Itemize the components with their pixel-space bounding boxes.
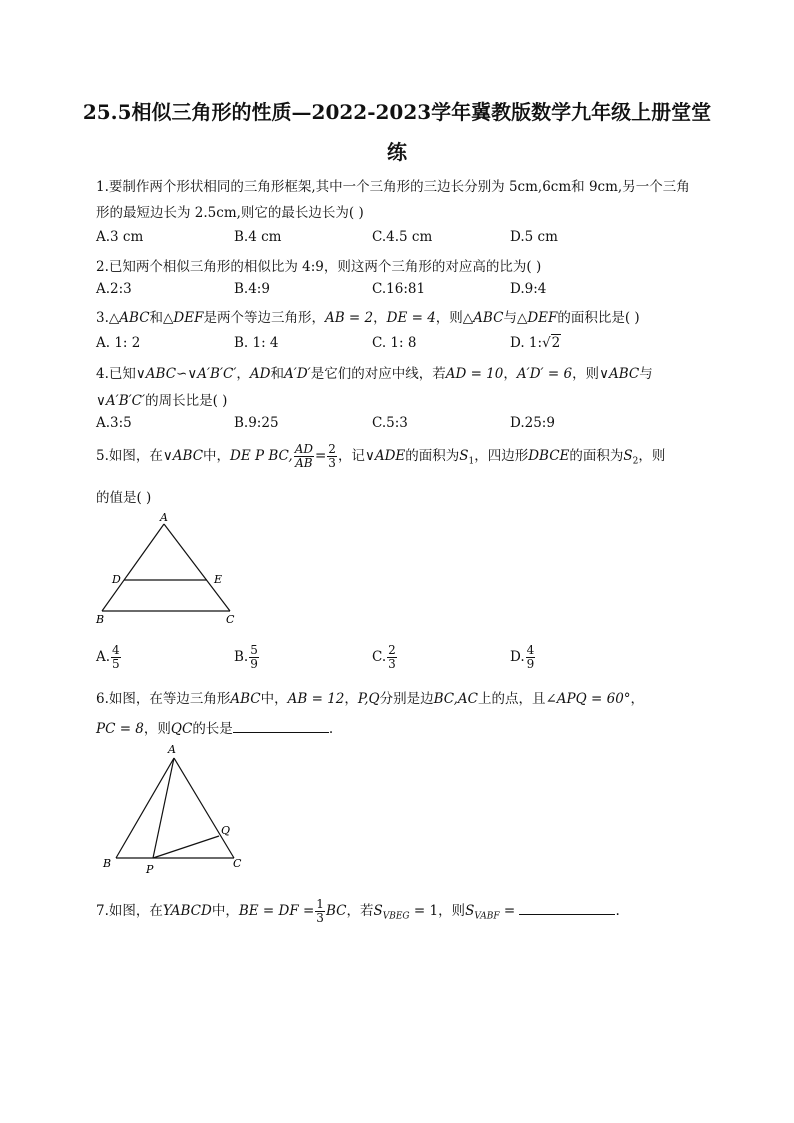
fraction-numerator: 5 (250, 643, 258, 657)
label-c: C (226, 613, 235, 626)
side-ab (102, 524, 164, 611)
q5-triangle-figure (90, 510, 250, 630)
q6-part: 上的点，且 (478, 691, 546, 707)
question-3-text (96, 306, 640, 326)
q2-option-b[interactable]: B.4:9 (234, 281, 270, 297)
question-2-text: 2.已知两个相似三角形的相似比为 4:9，则这两个三角形的对应高的比为( ) (96, 259, 542, 275)
q6-math: AB = 12 (287, 691, 345, 707)
label-e: E (214, 573, 223, 586)
q3-option-b[interactable]: B. 1: 4 (234, 335, 279, 351)
q4-math: AD = 10 (445, 366, 504, 382)
q6-math: PC = 8 (96, 721, 144, 737)
q5-part: ，则 (638, 448, 666, 464)
q5-s1: S (459, 448, 469, 464)
q5-part: ，记 (337, 448, 365, 464)
q3-option-d[interactable] (510, 335, 561, 351)
q3-part: 与 (503, 310, 517, 326)
q6-part: ，则 (143, 721, 171, 737)
q7-s2: S (465, 903, 475, 919)
fraction-denominator: 3 (328, 456, 336, 470)
q7-eq1: = 1 (409, 903, 439, 919)
q7-part: ，若 (346, 903, 374, 919)
q4-part: ，则 (572, 366, 600, 382)
q4-math: ∨ABC (599, 366, 640, 382)
q5-part: 5.如图，在 (96, 448, 163, 464)
label-q: Q (221, 824, 231, 837)
q6-math: ∠APQ = 60° (545, 691, 631, 707)
q3-math: AB = 2 (324, 310, 374, 326)
q5-part: 的面积为 (569, 448, 624, 464)
q6-end: . (328, 721, 334, 737)
q3-math: △ABC (108, 310, 150, 326)
question-4-line-1 (96, 362, 653, 382)
option-fraction (249, 644, 259, 671)
q6-part: ， (344, 691, 358, 707)
side-ab (116, 758, 174, 858)
q5-math: DE P BC, (230, 448, 293, 464)
q3-part: 的面积比是( ) (557, 310, 640, 326)
q6-math: QC (170, 721, 193, 737)
fraction-numerator: 2 (328, 442, 336, 456)
q4-part: 与 (639, 366, 653, 382)
fraction-denominator: 9 (526, 657, 535, 671)
question-1-line-2: 形的最短边长为 2.5cm,则它的最长边长为( ) (96, 205, 364, 221)
question-5-line-1 (96, 443, 665, 470)
fraction-numerator: 4 (526, 643, 535, 657)
question-6-line-2 (96, 717, 333, 737)
q7-math: BE = DF = (238, 903, 315, 919)
q7-part: ，则 (438, 903, 466, 919)
q7-end: . (615, 903, 620, 919)
fraction-denominator: 5 (112, 657, 120, 671)
q6-answer-blank[interactable] (233, 720, 329, 733)
option-label: C. (372, 649, 387, 665)
q3-part: 3. (96, 310, 109, 326)
q4-part: 4.已知 (96, 366, 136, 382)
q6-math: ABC (230, 691, 261, 707)
q4-part: 和 (270, 366, 284, 382)
q3-math: △DEF (163, 310, 204, 326)
q2-option-d[interactable]: D.9:4 (510, 281, 547, 297)
q3-math: △DEF (516, 310, 558, 326)
q7-math: YABCD (162, 903, 212, 919)
q5-option-b[interactable] (234, 644, 260, 671)
q5-option-d[interactable] (510, 644, 536, 671)
q3-part: ， (373, 310, 387, 326)
q4-part: ， (503, 366, 517, 382)
q4-math: A′D′ = 6 (516, 366, 573, 382)
q3-part: 和 (149, 310, 164, 326)
q6-part: ， (630, 691, 645, 707)
q3-option-c[interactable]: C. 1: 8 (372, 335, 417, 351)
fraction-numerator: 2 (388, 643, 396, 657)
q7-s1: S (373, 903, 383, 919)
question-1-line-1: 1.要制作两个形状相同的三角形框架,其中一个三角形的三边长分别为 5cm,6cm和 9cm,另一个三角 (96, 179, 690, 195)
q6-part: 6.如图，在等边三角形 (96, 691, 231, 707)
q1-option-b[interactable]: B.4 cm (234, 229, 282, 245)
label-a: A (160, 511, 168, 524)
q4-part: 的周长比是( ) (145, 393, 228, 409)
fraction-numerator: 4 (112, 643, 120, 657)
q4-math: A′D′ (284, 366, 311, 382)
fraction-denominator: 9 (250, 657, 258, 671)
q5-s2: S (623, 448, 633, 464)
q7-part: 7.如图，在 (96, 903, 163, 919)
q7-s2-sub: VABF (474, 911, 500, 922)
q2-option-a[interactable]: A.2:3 (96, 281, 132, 297)
page-title-continued: 练 (387, 140, 407, 164)
q6-part: 分别是边 (379, 691, 434, 707)
fraction-denominator: 3 (388, 657, 396, 671)
q3-math: DE = 4 (386, 310, 436, 326)
q3-math: △ABC (462, 310, 504, 326)
q6-part: 的长是 (192, 721, 233, 737)
label-b: B (96, 613, 105, 626)
q4-part: ， (236, 366, 250, 382)
q5-s2-sub: 2 (632, 456, 639, 467)
page-title: 25.5相似三角形的性质—2022-2023学年冀教版数学九年级上册堂堂 (82, 100, 712, 124)
fraction-numerator: 1 (316, 897, 324, 911)
option-fraction (526, 644, 536, 671)
q5-fraction-2 (327, 443, 337, 470)
q3-option-d-prefix: D. 1: (510, 335, 543, 351)
q5-math: ∨ADE (364, 448, 406, 464)
fraction-denominator: 3 (316, 911, 324, 925)
q5-option-a[interactable] (96, 644, 122, 671)
q5-option-c[interactable] (372, 644, 398, 671)
label-a: A (168, 743, 176, 756)
q4-option-b[interactable]: B.9:25 (234, 415, 279, 431)
q5-part: 中， (203, 448, 231, 464)
question-4-line-2 (96, 389, 227, 409)
q7-part: 中， (211, 903, 239, 919)
side-ac (174, 758, 234, 858)
q1-option-a[interactable]: A.3 cm (96, 229, 144, 245)
question-5-line-2: 的值是( ) (96, 490, 152, 506)
q6-math: BC,AC (433, 691, 478, 707)
q5-s1-sub: 1 (468, 456, 475, 467)
q6-triangle-figure (96, 738, 256, 878)
q7-fraction (315, 898, 325, 925)
option-fraction (387, 644, 397, 671)
q3-part: 是两个等边三角形， (203, 310, 325, 326)
option-label: B. (234, 649, 249, 665)
label-c: C (233, 857, 242, 870)
q7-math: BC (325, 903, 347, 919)
q1-option-d[interactable]: D.5 cm (510, 229, 558, 245)
q4-part: 是它们的对应中线，若 (310, 366, 446, 382)
q5-math: DBCE (528, 448, 570, 464)
q7-eq2: = (499, 903, 516, 919)
q5-fraction (294, 443, 314, 470)
label-p: P (146, 863, 154, 876)
question-6-line-1 (96, 687, 644, 707)
fraction-denominator: AB (295, 456, 313, 470)
q4-math: ∨ABC∽∨A′B′C′ (135, 366, 237, 382)
option-fraction (111, 644, 121, 671)
q7-answer-blank[interactable] (519, 902, 615, 915)
q5-part: ，四边形 (474, 448, 529, 464)
segment-pq (153, 836, 219, 858)
option-label: D. (510, 649, 525, 665)
sqrt-symbol: √2 (542, 335, 561, 351)
option-label: A. (96, 649, 111, 665)
q4-math: AD (249, 366, 271, 382)
q3-option-a[interactable]: A. 1: 2 (96, 335, 141, 351)
label-b: B (103, 857, 112, 870)
q5-math: ∨ABC (162, 448, 204, 464)
side-ac (164, 524, 230, 611)
q5-part: 的面积为 (405, 448, 460, 464)
sqrt-radicand: 2 (551, 335, 561, 351)
q3-part: ，则 (435, 310, 463, 326)
segment-ap (153, 758, 174, 858)
q7-s1-sub: VBEG (382, 911, 410, 922)
q2-option-c[interactable]: C.16:81 (372, 281, 426, 297)
q5-equals: = (314, 448, 327, 464)
q4-option-c[interactable]: C.5:3 (372, 415, 408, 431)
q6-part: 中， (260, 691, 288, 707)
q6-math: P,Q (357, 691, 380, 707)
question-7-text (96, 898, 620, 925)
q1-option-c[interactable]: C.4.5 cm (372, 229, 433, 245)
q4-option-d[interactable]: D.25:9 (510, 415, 555, 431)
label-d: D (112, 573, 121, 586)
question-5-options (96, 644, 656, 678)
q4-option-a[interactable]: A.3:5 (96, 415, 132, 431)
fraction-numerator: AD (294, 442, 313, 456)
q4-math: ∨A′B′C′ (96, 393, 146, 409)
